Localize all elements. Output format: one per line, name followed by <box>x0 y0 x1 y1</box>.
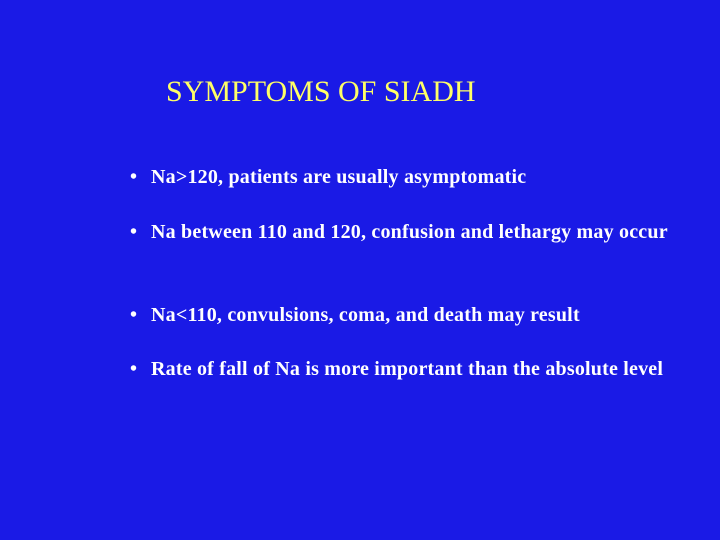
bullet-text: Na<110, convulsions, coma, and death may result <box>151 304 580 326</box>
bullet-text: Na between 110 and 120, confusion and lethargy may occur <box>151 221 668 243</box>
bullet-marker: • <box>130 358 138 380</box>
bullet-text: Na>120, patients are usually asymptomatic <box>151 166 527 188</box>
bullet-item <box>130 355 690 384</box>
bullet-item <box>130 218 690 247</box>
bullet-marker: • <box>130 166 138 188</box>
bullet-text: Rate of fall of Na is more important than the absolute level <box>151 358 664 380</box>
bullet-marker: • <box>130 221 138 243</box>
slide-title: SYMPTOMS OF SIADH <box>166 75 476 108</box>
bullet-item <box>130 301 690 330</box>
bullet-marker: • <box>130 304 138 326</box>
bullet-item <box>130 163 690 192</box>
